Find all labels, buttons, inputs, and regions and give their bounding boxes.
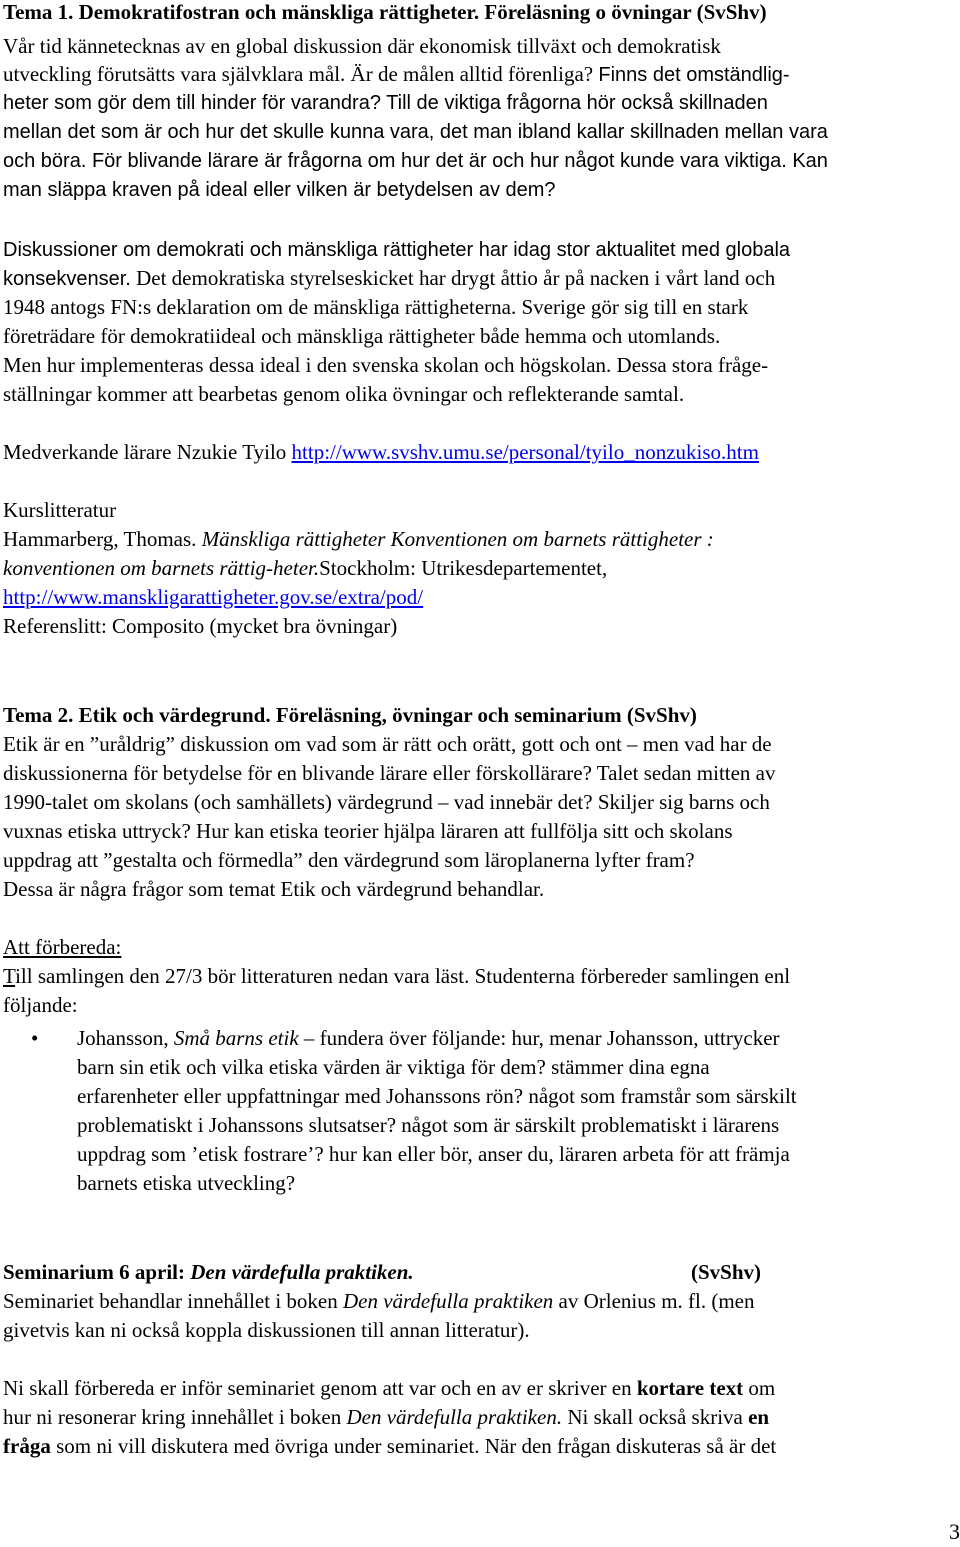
literature-line: Hammarberg, Thomas. Mänskliga rättigheter Konventionen om barnets rättigheter : xyxy=(3,527,714,551)
seminar-line: fråga som ni vill diskutera med övriga under seminariet. När den frågan diskuteras så är det xyxy=(3,1434,777,1458)
bullet-line: problematiskt i Johanssons slutsatser? något som är särskilt problematiskt i lärarens xyxy=(77,1113,780,1137)
literature-line: konventionen om barnets rättig-heter.Stockholm: Utrikesdepartementet, xyxy=(3,556,608,580)
prep-line: följande: xyxy=(3,993,78,1017)
tema1-discussion-line: konsekvenser. Det demokratiska styrelseskicket har drygt åttio år på nacken i vårt land och xyxy=(3,266,776,290)
tema2-body-line: diskussionerna för betydelse för en blivande lärare eller förskollärare? Talet sedan mitten av xyxy=(3,761,776,785)
tema1-discussion-line: 1948 antogs FN:s deklaration om de mänskliga rättigheterna. Sverige gör sig till en stark xyxy=(3,295,749,319)
seminar-line: Seminariet behandlar innehållet i boken Den värdefulla praktiken av Orlenius m. fl. (men xyxy=(3,1289,755,1313)
literature-line xyxy=(3,583,423,612)
reference-line: Referenslitt: Composito (mycket bra övningar) xyxy=(3,614,398,638)
prep-heading: Att förbereda: xyxy=(3,935,122,959)
tema1-discussion-line: ställningar kommer att bearbetas genom olika övningar och reflekterande samtal. xyxy=(3,382,685,406)
bullet-line: barn sin etik och vilka etiska värden är viktiga för dem? stämmer dina egna xyxy=(77,1055,710,1079)
tema2-body-line: 1990-talet om skolans (och samhällets) värdegrund – vad innebär det? Skiljer sig barns och xyxy=(3,790,770,814)
tema1-discussion-line: företrädare för demokratiideal och mänskliga rättigheter både hemma och utomlands. xyxy=(3,324,721,348)
bullet-line: barnets etiska utveckling? xyxy=(77,1171,296,1195)
bullet-line: erfarenheter eller uppfattningar med Johanssons rön? något som framstår som särskilt xyxy=(77,1084,797,1108)
tema2-body-line: vuxnas etiska uttryck? Hur kan etiska teorier hjälpa läraren att fullfölja sitt och skolans xyxy=(3,819,733,843)
literature-link[interactable]: http://www.manskligarattigheter.gov.se/extra/pod/ xyxy=(3,585,424,609)
tema1-intro-line: Vår tid kännetecknas av en global diskussion där ekonomisk tillväxt och demokratisk xyxy=(3,34,721,58)
tema1-intro-line: heter som gör dem till hinder för varandra? Till de viktiga frågorna hör också skillnaden xyxy=(3,92,768,114)
tema1-intro-line: utveckling förutsätts vara självklara mål. Är de målen alltid förenliga? Finns det omständlig- xyxy=(3,62,790,86)
tema2-body-line: uppdrag att ”gestalta och förmedla” den värdegrund som läroplanerna lyfter fram? xyxy=(3,848,695,872)
tema1-intro-line: man släppa kraven på ideal eller vilken är betydelsen av dem? xyxy=(3,179,556,201)
page-number: 3 xyxy=(949,1519,960,1544)
literature-heading: Kurslitteratur xyxy=(3,498,117,522)
tema1-intro-line: mellan det som är och hur det skulle kunna vara, det man ibland kallar skillnaden mellan vara xyxy=(3,121,828,143)
tema2-body-line: Etik är en ”uråldrig” diskussion om vad som är rätt och orätt, gott och ont – men vad har de xyxy=(3,732,772,756)
bullet-marker: • xyxy=(31,1026,39,1050)
tema2-body-line: Dessa är några frågor som temat Etik och värdegrund behandlar. xyxy=(3,877,545,901)
bullet-line: uppdrag som ’etisk fostrare’? hur kan eller bör, anser du, läraren arbeta för att främja xyxy=(77,1142,790,1166)
seminar-line: givetvis kan ni också koppla diskussionen till annan litteratur). xyxy=(3,1318,530,1342)
tema2-heading: Tema 2. Etik och värdegrund. Föreläsning, övningar och seminarium (SvShv) xyxy=(3,703,697,727)
teacher-line: Medverkande lärare Nzukie Tyilo http://www.svshv.umu.se/personal/tyilo_nonzukiso.htm xyxy=(3,440,759,464)
seminar-line: hur ni resonerar kring innehållet i boken Den värdefulla praktiken. Ni skall också skriva en xyxy=(3,1405,770,1429)
seminar-org: (SvShv) xyxy=(691,1260,762,1284)
tema1-discussion-line: Men hur implementeras dessa ideal i den svenska skolan och högskolan. Dessa stora fråge- xyxy=(3,353,769,377)
bullet-line: Johansson, Små barns etik – fundera över följande: hur, menar Johansson, uttrycker xyxy=(77,1026,780,1050)
prep-line: Till samlingen den 27/3 bör litteraturen nedan vara läst. Studenterna förbereder samlingen enl xyxy=(3,964,791,988)
tema1-intro-line: och böra. För blivande lärare är frågorna om hur det är och hur något kunde vara viktiga. Kan xyxy=(3,150,828,172)
tema1-discussion-line: Diskussioner om demokrati och mänskliga rättigheter har idag stor aktualitet med globala xyxy=(3,239,791,261)
teacher-link[interactable]: http://www.svshv.umu.se/personal/tyilo_nonzukiso.htm xyxy=(291,440,759,464)
seminar-heading: Seminarium 6 april: Den värdefulla praktiken. xyxy=(3,1260,414,1284)
tema1-heading: Tema 1. Demokratifostran och mänskliga rättigheter. Föreläsning o övningar (SvShv) xyxy=(3,0,767,24)
seminar-line: Ni skall förbereda er inför seminariet genom att var och en av er skriver en kortare text om xyxy=(3,1376,776,1400)
